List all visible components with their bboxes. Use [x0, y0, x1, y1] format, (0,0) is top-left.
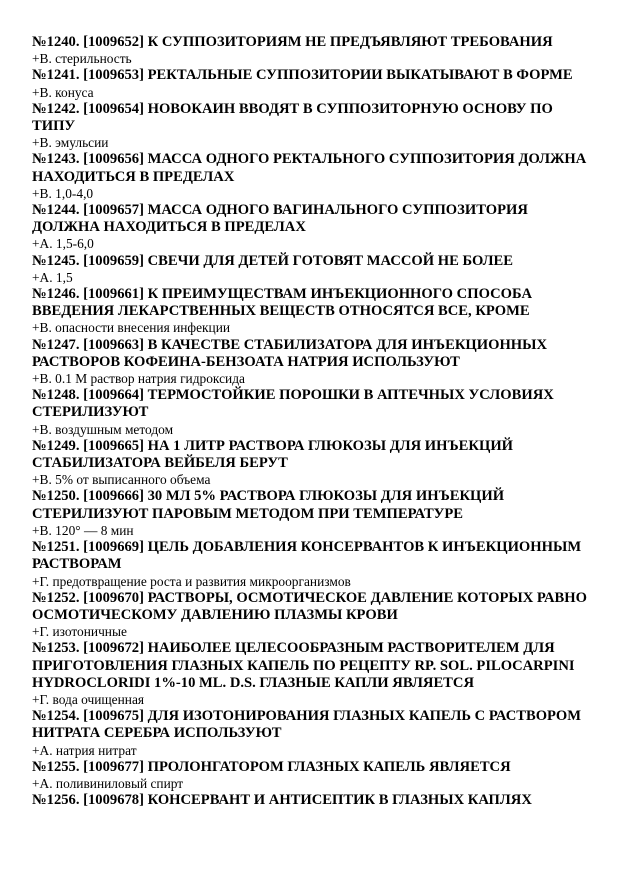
answer-text: +В. стерильность	[32, 51, 132, 67]
question-text: №1245. [1009659] СВЕЧИ ДЛЯ ДЕТЕЙ ГОТОВЯТ МАССОЙ НЕ БОЛЕЕ	[32, 252, 514, 269]
answer-text: +В. опасности внесения инфекции	[32, 320, 231, 336]
question-item	[32, 286, 594, 337]
question-text: №1242. [1009654] НОВОКАИН ВВОДЯТ В СУППОЗИТОРНУЮ ОСНОВУ ПО ТИПУ	[32, 100, 553, 135]
question-item	[32, 337, 594, 388]
question-item	[32, 539, 594, 590]
answer-text: +В. 0.1 М раствор натрия гидроксида	[32, 371, 245, 387]
question-item	[32, 202, 594, 253]
question-item	[32, 253, 594, 286]
answer-text: +А. 1,5	[32, 269, 73, 285]
question-item	[32, 438, 594, 489]
answer-text: +А. поливиниловый спирт	[32, 775, 184, 791]
question-text: №1246. [1009661] К ПРЕИМУЩЕСТВАМ ИНЪЕКЦИОННОГО СПОСОБА ВВЕДЕНИЯ ЛЕКАРСТВЕННЫХ ВЕЩЕСТВ ОТНОСЯТСЯ ВСЕ, КРОМЕ	[32, 286, 532, 320]
question-text: №1254. [1009675] ДЛЯ ИЗОТОНИРОВАНИЯ ГЛАЗНЫХ КАПЕЛЬ С РАСТВОРОМ НИТРАТА СЕРЕБРА ИСПОЛЬЗУЮТ	[32, 708, 582, 742]
question-item	[32, 34, 594, 67]
question-text: №1243. [1009656] МАССА ОДНОГО РЕКТАЛЬНОГО СУППОЗИТОРИЯ ДОЛЖНА НАХОДИТЬСЯ В ПРЕДЕЛАХ	[32, 151, 587, 185]
question-text: №1248. [1009664] ТЕРМОСТОЙКИЕ ПОРОШКИ В АПТЕЧНЫХ УСЛОВИЯХ СТЕРИЛИЗУЮТ	[32, 387, 554, 421]
question-item	[32, 759, 594, 792]
answer-text: +Г. вода очищенная	[32, 691, 145, 707]
question-text: №1256. [1009678] КОНСЕРВАНТ И АНТИСЕПТИК В ГЛАЗНЫХ КАПЛЯХ	[32, 792, 532, 809]
question-item	[32, 792, 594, 809]
question-text: №1244. [1009657] МАССА ОДНОГО ВАГИНАЛЬНОГО СУППОЗИТОРИЯ ДОЛЖНА НАХОДИТЬСЯ В ПРЕДЕЛАХ	[32, 202, 528, 236]
answer-text: +Г. изотоничные	[32, 624, 127, 640]
answer-text: +В. 5% от выписанного объема	[32, 472, 211, 488]
answer-text: +В. 120° — 8 мин	[32, 522, 134, 538]
question-text: №1252. [1009670] РАСТВОРЫ, ОСМОТИЧЕСКОЕ ДАВЛЕНИЕ КОТОРЫХ РАВНО ОСМОТИЧЕСКОМУ ДАВЛЕНИЮ ПЛАЗМЫ КРОВИ	[32, 589, 587, 623]
question-item	[32, 151, 594, 202]
question-item	[32, 708, 594, 759]
answer-text: +А. 1,5-6,0	[32, 236, 94, 252]
question-text: №1247. [1009663] В КАЧЕСТВЕ СТАБИЛИЗАТОРА ДЛЯ ИНЪЕКЦИОННЫХ РАСТВОРОВ КОФЕИНА-БЕНЗОАТА НАТРИЯ ИСПОЛЬЗУЮТ	[32, 336, 548, 370]
question-text: №1250. [1009666] 30 МЛ 5% РАСТВОРА ГЛЮКОЗЫ ДЛЯ ИНЪЕКЦИЙ СТЕРИЛИЗУЮТ ПАРОВЫМ МЕТОДОМ ПРИ ТЕМПЕРАТУРЕ	[32, 488, 505, 522]
question-item	[32, 590, 594, 641]
answer-text: +А. натрия нитрат	[32, 742, 137, 758]
answer-text: +В. воздушным методом	[32, 421, 174, 437]
question-item	[32, 67, 594, 100]
question-item	[32, 640, 594, 708]
answer-text: +Г. предотвращение роста и развития микроорганизмов	[32, 573, 351, 589]
question-text: №1251. [1009669] ЦЕЛЬ ДОБАВЛЕНИЯ КОНСЕРВАНТОВ К ИНЪЕКЦИОННЫМ РАСТВОРАМ	[32, 539, 582, 573]
answer-text: +В. конуса	[32, 84, 94, 100]
question-item	[32, 101, 594, 152]
answer-text: +В. 1,0-4,0	[32, 185, 94, 201]
question-item	[32, 387, 594, 438]
question-text: №1241. [1009653] РЕКТАЛЬНЫЕ СУППОЗИТОРИИ ВЫКАТЫВАЮТ В ФОРМЕ	[32, 67, 573, 84]
question-text: №1240. [1009652] К СУППОЗИТОРИЯМ НЕ ПРЕДЪЯВЛЯЮТ ТРЕБОВАНИЯ	[32, 34, 553, 50]
question-text: №1255. [1009677] ПРОЛОНГАТОРОМ ГЛАЗНЫХ КАПЕЛЬ ЯВЛЯЕТСЯ	[32, 758, 511, 775]
question-text: №1249. [1009665] НА 1 ЛИТР РАСТВОРА ГЛЮКОЗЫ ДЛЯ ИНЪЕКЦИЙ СТАБИЛИЗАТОРА ВЕЙБЕЛЯ БЕРУТ	[32, 437, 514, 472]
answer-text: +В. эмульсии	[32, 135, 109, 151]
question-item	[32, 488, 594, 539]
question-text: №1253. [1009672] НАИБОЛЕЕ ЦЕЛЕСООБРАЗНЫМ РАСТВОРИТЕЛЕМ ДЛЯ ПРИГОТОВЛЕНИЯ ГЛАЗНЫХ КАПЕЛЬ ПО РЕЦЕПТУ RP. SOL. PILOCARPINI HYDROCLORIDI 1%-10 ML. D.S. ГЛАЗНЫЕ КАПЛИ ЯВЛЯЕТСЯ	[32, 640, 575, 691]
